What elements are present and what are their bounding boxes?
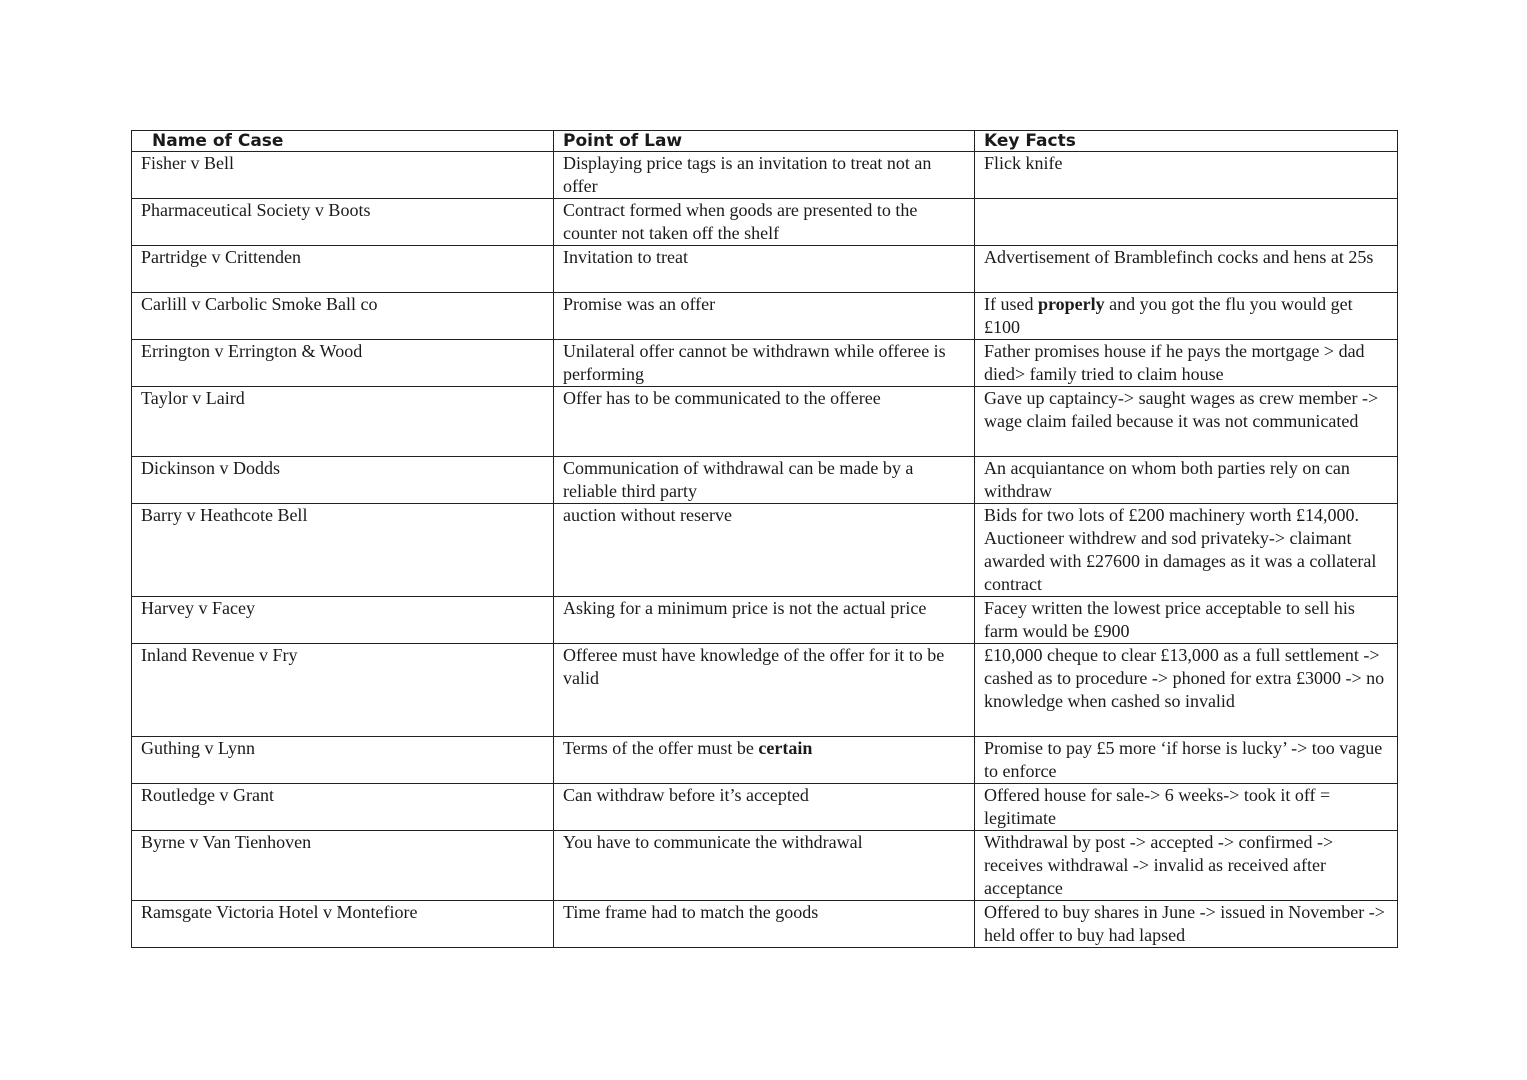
case-law-table bbox=[131, 130, 1398, 948]
table-row bbox=[132, 597, 1398, 644]
table-row bbox=[132, 457, 1398, 504]
case-name: Ramsgate Victoria Hotel v Montefiore bbox=[132, 901, 554, 948]
point-of-law-text: Terms of the offer must be bbox=[563, 738, 759, 758]
key-facts: Gave up captaincy-> saught wages as crew member -> wage claim failed because it was not communicated bbox=[975, 387, 1398, 457]
key-facts: Offered to buy shares in June -> issued in November -> held offer to buy had lapsed bbox=[975, 901, 1398, 948]
key-facts: Flick knife bbox=[975, 152, 1398, 199]
header-point-of-law: Point of Law bbox=[554, 131, 975, 152]
point-of-law: Can withdraw before it’s accepted bbox=[554, 784, 975, 831]
point-of-law: Offeree must have knowledge of the offer for it to be valid bbox=[554, 644, 975, 737]
table-row bbox=[132, 152, 1398, 199]
key-facts: Offered house for sale-> 6 weeks-> took it off = legitimate bbox=[975, 784, 1398, 831]
table-row bbox=[132, 831, 1398, 901]
table-row bbox=[132, 340, 1398, 387]
key-facts-text: and you got the flu you would get £100 bbox=[984, 294, 1353, 337]
point-of-law: Offer has to be communicated to the offeree bbox=[554, 387, 975, 457]
point-of-law: Communication of withdrawal can be made by a reliable third party bbox=[554, 457, 975, 504]
emphasis-text: certain bbox=[758, 738, 813, 758]
point-of-law: auction without reserve bbox=[554, 504, 975, 597]
key-facts: Promise to pay £5 more ‘if horse is lucky’ -> too vague to enforce bbox=[975, 737, 1398, 784]
table-row bbox=[132, 293, 1398, 340]
header-name-of-case: Name of Case bbox=[132, 131, 554, 152]
case-name: Taylor v Laird bbox=[132, 387, 554, 457]
table-row bbox=[132, 199, 1398, 246]
case-name: Harvey v Facey bbox=[132, 597, 554, 644]
table-header-row bbox=[132, 131, 1398, 152]
emphasis-text: properly bbox=[1037, 294, 1105, 314]
table-row bbox=[132, 644, 1398, 737]
key-facts-text: If used bbox=[984, 294, 1038, 314]
case-name: Pharmaceutical Society v Boots bbox=[132, 199, 554, 246]
case-name: Guthing v Lynn bbox=[132, 737, 554, 784]
point-of-law: Unilateral offer cannot be withdrawn while offeree is performing bbox=[554, 340, 975, 387]
table-row bbox=[132, 901, 1398, 948]
table-row bbox=[132, 784, 1398, 831]
key-facts bbox=[975, 293, 1398, 340]
point-of-law: Time frame had to match the goods bbox=[554, 901, 975, 948]
header-key-facts: Key Facts bbox=[975, 131, 1398, 152]
point-of-law bbox=[554, 737, 975, 784]
case-name: Dickinson v Dodds bbox=[132, 457, 554, 504]
key-facts: An acquiantance on whom both parties rely on can withdraw bbox=[975, 457, 1398, 504]
case-name: Fisher v Bell bbox=[132, 152, 554, 199]
point-of-law: Asking for a minimum price is not the actual price bbox=[554, 597, 975, 644]
table-row bbox=[132, 504, 1398, 597]
case-name: Barry v Heathcote Bell bbox=[132, 504, 554, 597]
point-of-law: Displaying price tags is an invitation to treat not an offer bbox=[554, 152, 975, 199]
case-name: Byrne v Van Tienhoven bbox=[132, 831, 554, 901]
table-row bbox=[132, 387, 1398, 457]
table-row bbox=[132, 737, 1398, 784]
case-name: Partridge v Crittenden bbox=[132, 246, 554, 293]
key-facts: Advertisement of Bramblefinch cocks and hens at 25s bbox=[975, 246, 1398, 293]
case-name: Routledge v Grant bbox=[132, 784, 554, 831]
key-facts: Bids for two lots of £200 machinery worth £14,000. Auctioneer withdrew and sod privateky-> claimant awarded with £27600 in damages as it was a collateral contract bbox=[975, 504, 1398, 597]
key-facts: Withdrawal by post -> accepted -> confirmed -> receives withdrawal -> invalid as received after acceptance bbox=[975, 831, 1398, 901]
key-facts bbox=[975, 199, 1398, 246]
case-name: Errington v Errington & Wood bbox=[132, 340, 554, 387]
key-facts: Father promises house if he pays the mortgage > dad died> family tried to claim house bbox=[975, 340, 1398, 387]
point-of-law: Promise was an offer bbox=[554, 293, 975, 340]
case-name: Inland Revenue v Fry bbox=[132, 644, 554, 737]
table-row bbox=[132, 246, 1398, 293]
key-facts: £10,000 cheque to clear £13,000 as a full settlement -> cashed as to procedure -> phoned for extra £3000 -> no knowledge when cashed so invalid bbox=[975, 644, 1398, 737]
case-name: Carlill v Carbolic Smoke Ball co bbox=[132, 293, 554, 340]
point-of-law: You have to communicate the withdrawal bbox=[554, 831, 975, 901]
point-of-law: Invitation to treat bbox=[554, 246, 975, 293]
point-of-law: Contract formed when goods are presented to the counter not taken off the shelf bbox=[554, 199, 975, 246]
key-facts: Facey written the lowest price acceptable to sell his farm would be £900 bbox=[975, 597, 1398, 644]
